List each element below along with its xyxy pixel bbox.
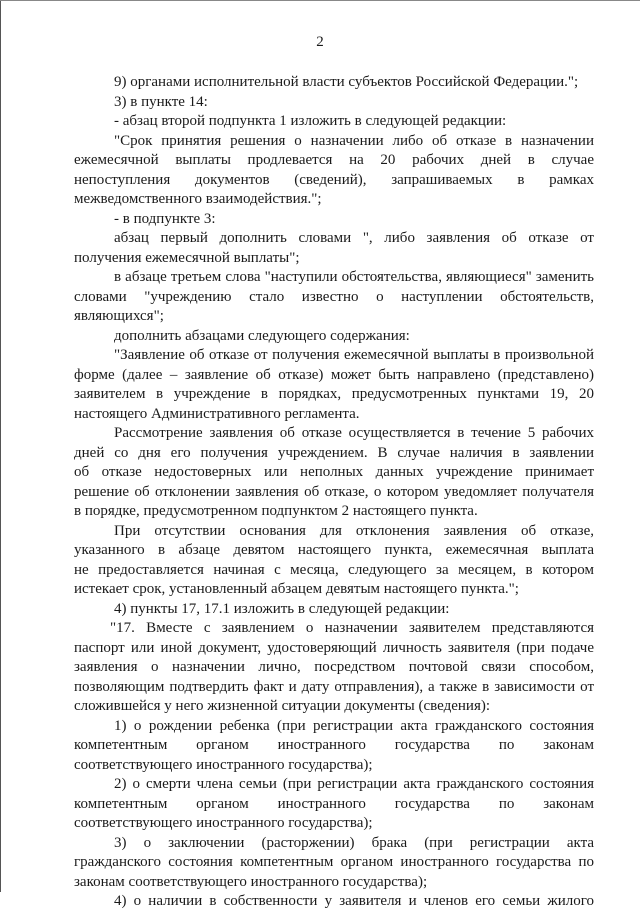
text-line: словами "учреждению стало известно о наступлении обстоятельств, (74, 288, 594, 305)
text-line: сложившейся у него жизненной ситуации документы (сведения): (74, 698, 491, 714)
text-line: При отсутствии основания для отклонения заявления об отказе, (114, 522, 594, 539)
text-line: абзац первый дополнить словами ", либо заявления об отказе от (114, 230, 594, 246)
scan-edge-top (0, 0, 640, 1)
text-line: об отказе недостоверных или неполных данных учреждение принимает (74, 464, 594, 480)
text-line: истекает срок, установленный абзацем девятым настоящего пункта."; (74, 581, 519, 597)
text-line: 1) о рождении ребенка (при регистрации акта гражданского состояния (114, 717, 594, 734)
text-line: позволяющим подтвердить факт и дату отправления), а также в зависимости от (74, 678, 594, 695)
text-line: "17. Вместе с заявлением о назначении заявителем представляются (110, 620, 594, 636)
text-line: непоступления документов (сведений), запрашиваемых в рамках (74, 171, 594, 188)
text-line: 4) о наличии в собственности у заявителя и членов его семьи жилого (114, 893, 594, 909)
text-line: дней со дня его получения учреждением. В случае наличия в заявлении (74, 444, 594, 461)
text-line: - в подпункте 3: (114, 210, 216, 227)
text-line: являющихся"; (74, 308, 164, 324)
text-line: 4) пункты 17, 17.1 изложить в следующей редакции: (114, 600, 450, 617)
text-line: "Срок принятия решения о назначении либо об отказе в назначении (114, 132, 594, 149)
text-line: настоящего Административного регламента. (74, 405, 360, 422)
text-line: дополнить абзацами следующего содержания: (114, 327, 410, 344)
page-number: 2 (316, 34, 324, 50)
scan-edge-left (0, 0, 1, 892)
text-line: 9) органами исполнительной власти субъектов Российской Федерации."; (114, 74, 579, 90)
text-line: заявителем в учреждение в порядках, предусмотренных пунктами 19, 20 (74, 386, 594, 402)
text-line: "Заявление об отказе от получения ежемесячной выплаты в произвольной (114, 347, 594, 363)
text-line: ежемесячной выплаты продлевается на 20 рабочих дней в случае (74, 152, 594, 168)
text-line: в абзаце третьем слова "наступили обстоятельства, являющиеся" заменить (114, 269, 594, 285)
text-line: межведомственного взаимодействия."; (74, 191, 322, 207)
text-line: соответствующего иностранного государства); (74, 756, 373, 773)
text-line: получения ежемесячной выплаты"; (74, 249, 300, 266)
text-line: 2) о смерти члена семьи (при регистрации акта гражданского состояния (114, 776, 594, 792)
text-line: Рассмотрение заявления об отказе осуществляется в течение 5 рабочих (114, 425, 594, 441)
text-line: соответствующего иностранного государства); (74, 815, 373, 831)
text-line: в порядке, предусмотренном подпунктом 2 настоящего пункта. (74, 503, 478, 519)
text-line: компетентным органом иностранного государства по законам (74, 795, 594, 812)
text-line: форме (далее – заявление об отказе) может быть направлено (представлено) (74, 366, 594, 383)
text-line: 3) в пункте 14: (114, 93, 208, 110)
text-line: 3) о заключении (расторжении) брака (при регистрации акта (114, 834, 594, 851)
text-line: гражданского состояния компетентным органом иностранного государства по (74, 854, 594, 870)
text-line: паспорт или иной документ, удостоверяющий личность заявителя (при подаче (74, 639, 594, 656)
text-line: указанного в абзаце девятом настоящего пункта, ежемесячная выплата (74, 542, 594, 558)
document-body (74, 73, 594, 912)
text-line: решение об отклонении заявления об отказе, о котором уведомляет получателя (74, 483, 594, 500)
text-line: не предоставляется начиная с месяца, следующего за месяцем, в котором (74, 561, 594, 578)
text-line: заявления о назначении лично, посредством почтовой связи способом, (74, 659, 594, 675)
text-line: компетентным органом иностранного государства по законам (74, 737, 594, 753)
text-line: законам соответствующего иностранного государства); (74, 873, 428, 890)
text-line: - абзац второй подпункта 1 изложить в следующей редакции: (114, 113, 507, 129)
